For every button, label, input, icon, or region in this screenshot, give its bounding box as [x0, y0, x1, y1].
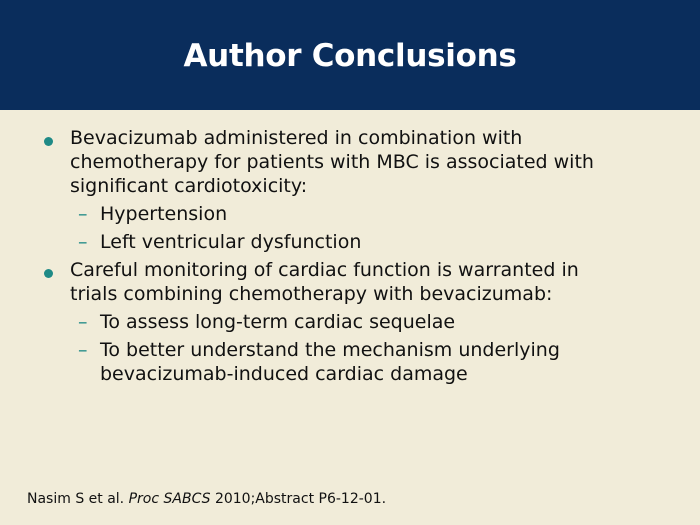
dash-icon: – — [78, 339, 88, 361]
citation — [27, 490, 386, 508]
dash-icon: – — [78, 311, 88, 333]
bullet-2-text: Careful monitoring of cardiac function is warranted in trials combining chemotherapy with bevacizumab: — [70, 259, 579, 305]
bullet-2-sub-1: To assess long-term cardiac sequelae — [100, 311, 456, 333]
dash-icon: – — [78, 203, 88, 225]
citation-details: 2010;Abstract P6-12-01. — [214, 491, 387, 507]
dash-icon: – — [78, 231, 88, 253]
bullet-dot-icon — [44, 137, 53, 146]
bullet-1-sub-1: Hypertension — [100, 203, 228, 225]
citation-journal: Proc SABCS — [128, 491, 211, 507]
slide-header — [0, 0, 700, 110]
bullet-2-sub-2: To better understand the mechanism underlying bevacizumab-induced cardiac damage — [100, 339, 560, 385]
bullet-1-sub-2: Left ventricular dysfunction — [100, 231, 362, 253]
bullet-1-text: Bevacizumab administered in combination with chemotherapy for patients with MBC is associated with significant cardiotoxicity: — [70, 127, 594, 197]
slide-title: Author Conclusions — [183, 38, 517, 74]
citation-authors: Nasim S et al. — [27, 491, 125, 507]
bullet-dot-icon — [44, 269, 53, 278]
